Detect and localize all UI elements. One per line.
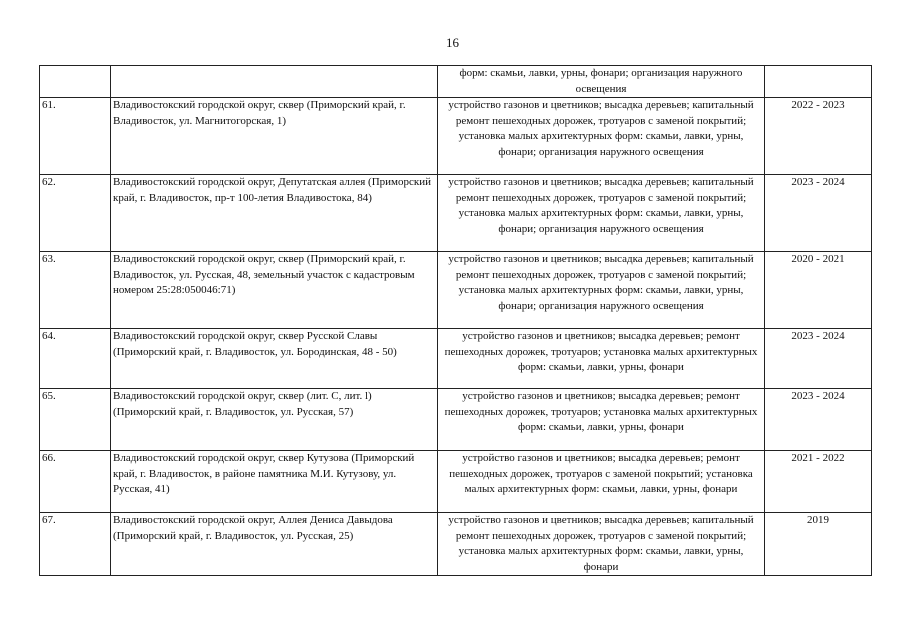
object-cell: Владивостокский городской округ, сквер (Приморский край, г. Владивосток, ул. Русская, 48, земельный участок с кадастровым номером 25:28:050046:71) [111, 252, 438, 329]
object-cell: Владивостокский городской округ, Депутатская аллея (Приморский край, г. Владивосток, пр-т 100-летия Владивостока, 84) [111, 175, 438, 252]
table-row [40, 329, 872, 389]
years-cell: 2019 [765, 513, 872, 576]
works-cell: устройство газонов и цветников; высадка деревьев; ремонт пешеходных дорожек, тротуаров; установка малых архитектурных форм: скамьи, лавки, урны, фонари [438, 329, 765, 389]
table-row [40, 513, 872, 576]
row-number: 63. [40, 252, 111, 329]
years-cell: 2022 - 2023 [765, 98, 872, 175]
table-row [40, 175, 872, 252]
table-row [40, 389, 872, 451]
page-number: 16 [446, 35, 459, 50]
improvement-table [39, 65, 872, 576]
years-cell: 2020 - 2021 [765, 252, 872, 329]
years-cell: 2023 - 2024 [765, 329, 872, 389]
works-cell: устройство газонов и цветников; высадка деревьев; ремонт пешеходных дорожек, тротуаров; установка малых архитектурных форм: скамьи, лавки, урны, фонари [438, 389, 765, 451]
object-cell: Владивостокский городской округ, сквер Русской Славы (Приморский край, г. Владивосток, ул. Бородинская, 48 - 50) [111, 329, 438, 389]
works-cell: устройство газонов и цветников; высадка деревьев; капитальный ремонт пешеходных дорожек, тротуаров с заменой покрытий; установка малых архитектурных форм: скамьи, лавки, урны, фонари; организация наружного освещения [438, 98, 765, 175]
row-number: 67. [40, 513, 111, 576]
row-number: 61. [40, 98, 111, 175]
years-cell: 2023 - 2024 [765, 389, 872, 451]
table-row [40, 66, 872, 98]
row-number: 66. [40, 451, 111, 513]
works-cell: устройство газонов и цветников; высадка деревьев; капитальный ремонт пешеходных дорожек, тротуаров с заменой покрытий; установка малых архитектурных форм: скамьи, лавки, урны, фонари; организация наружного освещения [438, 252, 765, 329]
table-row [40, 252, 872, 329]
works-cell: устройство газонов и цветников; высадка деревьев; ремонт пешеходных дорожек, тротуаров с заменой покрытий; установка малых архитектурных форм: скамьи, лавки, урны, фонари [438, 451, 765, 513]
object-cell: Владивостокский городской округ, сквер (Приморский край, г. Владивосток, ул. Магнитогорская, 1) [111, 98, 438, 175]
object-cell: Владивостокский городской округ, Аллея Дениса Давыдова (Приморский край, г. Владивосток, ул. Русская, 25) [111, 513, 438, 576]
row-number: 65. [40, 389, 111, 451]
object-cell: Владивостокский городской округ, сквер Кутузова (Приморский край, г. Владивосток, в районе памятника М.И. Кутузову, ул. Русская, 41) [111, 451, 438, 513]
works-cell: устройство газонов и цветников; высадка деревьев; капитальный ремонт пешеходных дорожек, тротуаров с заменой покрытий; установка малых архитектурных форм: скамьи, лавки, урны, фонари; организация наружного освещения [438, 175, 765, 252]
table-row [40, 98, 872, 175]
row-number: 64. [40, 329, 111, 389]
object-cell [111, 66, 438, 98]
works-cell: форм: скамьи, лавки, урны, фонари; организация наружного освещения [438, 66, 765, 98]
table-row [40, 451, 872, 513]
works-cell: устройство газонов и цветников; высадка деревьев; капитальный ремонт пешеходных дорожек, тротуаров с заменой покрытий; установка малых архитектурных форм: скамьи, лавки, урны, фонари [438, 513, 765, 576]
row-number: 62. [40, 175, 111, 252]
object-cell: Владивостокский городской округ, сквер (лит. С, лит. l) (Приморский край, г. Владивосток, ул. Русская, 57) [111, 389, 438, 451]
years-cell: 2021 - 2022 [765, 451, 872, 513]
years-cell: 2023 - 2024 [765, 175, 872, 252]
years-cell [765, 66, 872, 98]
row-number [40, 66, 111, 98]
